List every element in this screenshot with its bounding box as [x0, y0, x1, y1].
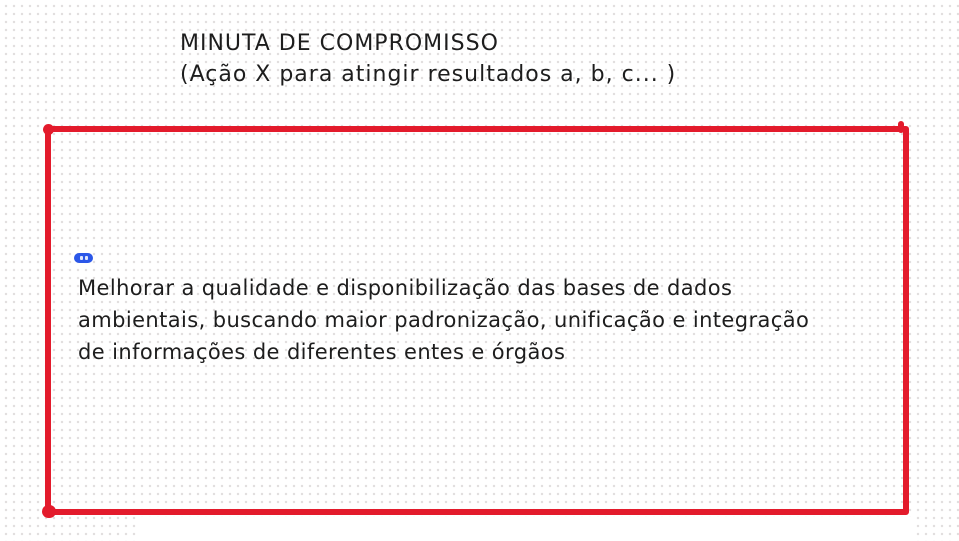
frame-corner-tick	[898, 121, 904, 133]
commitment-text-line: ambientais, buscando maior padronização, unificação e integração	[78, 308, 810, 332]
slide-title	[180, 28, 676, 90]
commitment-text	[78, 272, 809, 368]
frame-corner-blob-bottomleft	[42, 505, 56, 518]
title-line-2: (Ação X para atingir resultados a, b, c... )	[180, 62, 677, 87]
commitment-text-line: Melhorar a qualidade e disponibilização das bases de dados	[78, 276, 733, 300]
commitment-text-line: de informações de diferentes entes e órgãos	[78, 340, 566, 364]
frame-corner-blob-topleft	[43, 124, 54, 135]
badge-glyph-icon	[85, 256, 88, 260]
badge-glyph-icon	[80, 256, 83, 260]
collaborator-reaction-badge[interactable]	[74, 253, 93, 263]
bottom-white-strip	[140, 517, 916, 541]
title-line-1: MINUTA DE COMPROMISSO	[180, 31, 499, 56]
